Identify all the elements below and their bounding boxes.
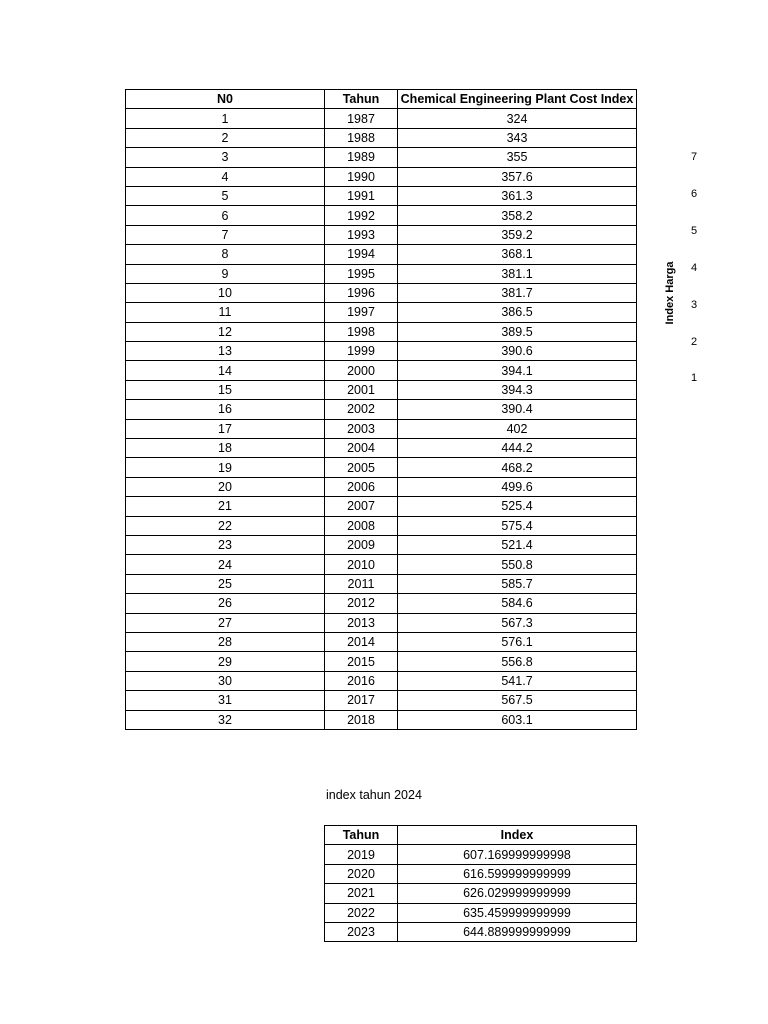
cell-no: 6 <box>126 206 325 225</box>
table-row <box>126 380 637 399</box>
cell-no: 24 <box>126 555 325 574</box>
cepci-table-body <box>126 109 637 730</box>
cell-tahun: 1997 <box>325 303 398 322</box>
cell-no: 20 <box>126 477 325 496</box>
table-row <box>126 128 637 147</box>
cell-index: 525.4 <box>398 497 637 516</box>
cell-tahun: 2003 <box>325 419 398 438</box>
cell-no: 2 <box>126 128 325 147</box>
cell-tahun: 2010 <box>325 555 398 574</box>
cell-no: 23 <box>126 535 325 554</box>
header-index: Chemical Engineering Plant Cost Index <box>398 90 637 109</box>
table-row <box>126 264 637 283</box>
cell-tahun: 2007 <box>325 497 398 516</box>
cell-index: 402 <box>398 419 637 438</box>
table-row <box>126 225 637 244</box>
cell-no: 30 <box>126 671 325 690</box>
cell-tahun: 1996 <box>325 283 398 302</box>
cell-index: 357.6 <box>398 167 637 186</box>
projection-row <box>325 922 637 941</box>
table-row <box>126 516 637 535</box>
cell-tahun: 1999 <box>325 342 398 361</box>
cell-tahun: 1992 <box>325 206 398 225</box>
table-row <box>126 671 637 690</box>
cell-tahun: 2004 <box>325 439 398 458</box>
y-axis-tick: 6 <box>690 187 698 200</box>
cell-index: 603.1 <box>398 710 637 729</box>
cell-index: 567.5 <box>398 691 637 710</box>
projection-cell-index: 616.599999999999 <box>398 864 637 883</box>
cell-index: 468.2 <box>398 458 637 477</box>
y-axis-tick: 3 <box>690 298 698 311</box>
table-row <box>126 303 637 322</box>
cell-index: 521.4 <box>398 535 637 554</box>
cell-tahun: 1990 <box>325 167 398 186</box>
cell-index: 390.6 <box>398 342 637 361</box>
projection-table <box>324 825 637 942</box>
table-row <box>126 691 637 710</box>
table-header-row <box>126 90 637 109</box>
header-no: N0 <box>126 90 325 109</box>
cell-tahun: 1994 <box>325 245 398 264</box>
table-row <box>126 458 637 477</box>
cell-index: 381.7 <box>398 283 637 302</box>
cell-tahun: 1993 <box>325 225 398 244</box>
projection-header-row <box>325 826 637 845</box>
cell-index: 567.3 <box>398 613 637 632</box>
projection-cell-tahun: 2023 <box>325 922 398 941</box>
projection-row <box>325 884 637 903</box>
cell-tahun: 2015 <box>325 652 398 671</box>
cell-tahun: 1991 <box>325 186 398 205</box>
table-row <box>126 535 637 554</box>
projection-cell-tahun: 2021 <box>325 884 398 903</box>
projection-cell-tahun: 2020 <box>325 864 398 883</box>
cell-tahun: 2006 <box>325 477 398 496</box>
cell-no: 32 <box>126 710 325 729</box>
cell-tahun: 2016 <box>325 671 398 690</box>
cell-index: 444.2 <box>398 439 637 458</box>
cell-no: 28 <box>126 632 325 651</box>
cell-index: 394.1 <box>398 361 637 380</box>
cell-index: 359.2 <box>398 225 637 244</box>
cell-tahun: 2013 <box>325 613 398 632</box>
cell-no: 5 <box>126 186 325 205</box>
cell-no: 14 <box>126 361 325 380</box>
table-row <box>126 283 637 302</box>
projection-cell-tahun: 2019 <box>325 845 398 864</box>
cell-index: 368.1 <box>398 245 637 264</box>
cell-index: 390.4 <box>398 400 637 419</box>
cell-tahun: 1995 <box>325 264 398 283</box>
cell-index: 575.4 <box>398 516 637 535</box>
table-row <box>126 400 637 419</box>
cell-index: 386.5 <box>398 303 637 322</box>
cell-no: 15 <box>126 380 325 399</box>
table-row <box>126 594 637 613</box>
cell-index: 361.3 <box>398 186 637 205</box>
projection-cell-index: 644.889999999999 <box>398 922 637 941</box>
cell-tahun: 2011 <box>325 574 398 593</box>
cell-index: 584.6 <box>398 594 637 613</box>
table-row <box>126 322 637 341</box>
projection-cell-tahun: 2022 <box>325 903 398 922</box>
table-row <box>126 613 637 632</box>
y-axis-tick: 7 <box>690 151 698 163</box>
cell-no: 31 <box>126 691 325 710</box>
cell-tahun: 2000 <box>325 361 398 380</box>
cell-no: 7 <box>126 225 325 244</box>
cell-index: 381.1 <box>398 264 637 283</box>
y-axis-tick: 2 <box>690 335 698 348</box>
cell-no: 11 <box>126 303 325 322</box>
cell-no: 1 <box>126 109 325 128</box>
cell-index: 394.3 <box>398 380 637 399</box>
cell-no: 18 <box>126 439 325 458</box>
cell-no: 21 <box>126 497 325 516</box>
cell-index: 324 <box>398 109 637 128</box>
cell-no: 9 <box>126 264 325 283</box>
table-row <box>126 439 637 458</box>
cell-index: 358.2 <box>398 206 637 225</box>
cell-no: 29 <box>126 652 325 671</box>
table-row <box>126 632 637 651</box>
cell-no: 8 <box>126 245 325 264</box>
projection-row <box>325 903 637 922</box>
cell-no: 17 <box>126 419 325 438</box>
cell-index: 389.5 <box>398 322 637 341</box>
table-row <box>126 167 637 186</box>
cell-tahun: 2001 <box>325 380 398 399</box>
cell-tahun: 1988 <box>325 128 398 147</box>
cell-no: 25 <box>126 574 325 593</box>
table-row <box>126 361 637 380</box>
table-row <box>126 148 637 167</box>
y-axis-tick: 4 <box>690 261 698 274</box>
projection-caption: index tahun 2024 <box>326 788 422 802</box>
cell-tahun: 2014 <box>325 632 398 651</box>
table-row <box>126 186 637 205</box>
cell-index: 355 <box>398 148 637 167</box>
cell-no: 22 <box>126 516 325 535</box>
cell-index: 585.7 <box>398 574 637 593</box>
cell-no: 4 <box>126 167 325 186</box>
projection-cell-index: 626.029999999999 <box>398 884 637 903</box>
table-row <box>126 555 637 574</box>
cell-index: 556.8 <box>398 652 637 671</box>
cell-index: 541.7 <box>398 671 637 690</box>
table-row <box>126 574 637 593</box>
table-row <box>126 342 637 361</box>
table-row <box>126 109 637 128</box>
table-row <box>126 652 637 671</box>
cell-index: 550.8 <box>398 555 637 574</box>
cell-tahun: 1987 <box>325 109 398 128</box>
cell-tahun: 2002 <box>325 400 398 419</box>
cell-no: 10 <box>126 283 325 302</box>
cell-tahun: 2017 <box>325 691 398 710</box>
cell-no: 26 <box>126 594 325 613</box>
cell-tahun: 1998 <box>325 322 398 341</box>
cell-tahun: 2005 <box>325 458 398 477</box>
cell-index: 576.1 <box>398 632 637 651</box>
projection-header-index: Index <box>398 826 637 845</box>
projection-cell-index: 607.169999999998 <box>398 845 637 864</box>
cell-tahun: 2009 <box>325 535 398 554</box>
table-row <box>126 245 637 264</box>
cell-no: 12 <box>126 322 325 341</box>
cell-index: 499.6 <box>398 477 637 496</box>
table-row <box>126 710 637 729</box>
cell-no: 19 <box>126 458 325 477</box>
y-axis-tick: 5 <box>690 224 698 237</box>
cell-index: 343 <box>398 128 637 147</box>
projection-row <box>325 864 637 883</box>
cell-no: 27 <box>126 613 325 632</box>
y-axis-label: Index Harga <box>664 261 676 325</box>
projection-table-body <box>325 845 637 942</box>
projection-cell-index: 635.459999999999 <box>398 903 637 922</box>
cepci-table <box>125 89 637 730</box>
table-row <box>126 497 637 516</box>
cell-tahun: 2008 <box>325 516 398 535</box>
cell-no: 3 <box>126 148 325 167</box>
table-row <box>126 419 637 438</box>
table-row <box>126 477 637 496</box>
table-row <box>126 206 637 225</box>
cell-tahun: 1989 <box>325 148 398 167</box>
projection-header-tahun: Tahun <box>325 826 398 845</box>
y-axis-tick: 1 <box>690 372 698 385</box>
cell-no: 13 <box>126 342 325 361</box>
cell-no: 16 <box>126 400 325 419</box>
cell-tahun: 2012 <box>325 594 398 613</box>
header-tahun: Tahun <box>325 90 398 109</box>
cell-tahun: 2018 <box>325 710 398 729</box>
projection-row <box>325 845 637 864</box>
